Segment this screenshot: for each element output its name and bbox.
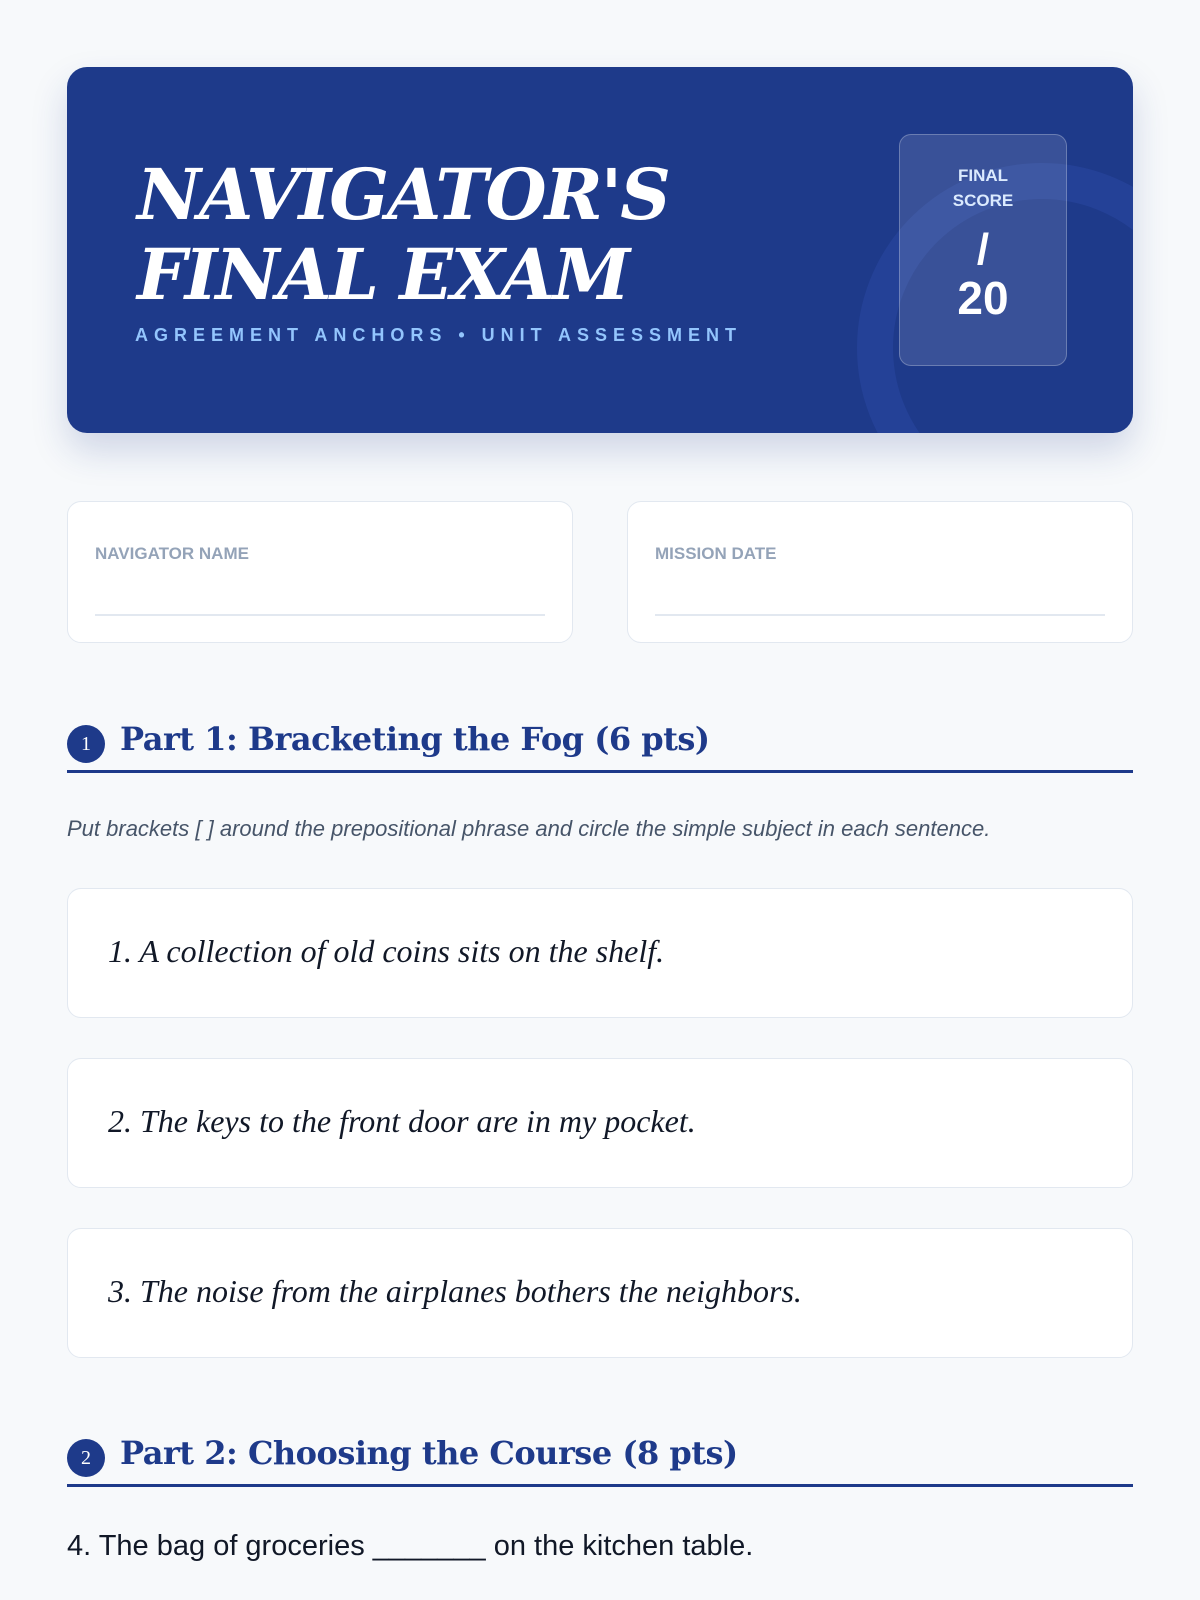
sentence-text: 1. A collection of old coins sits on the shelf. (108, 933, 665, 969)
sentence-card (67, 1058, 1133, 1188)
part-2-number-badge: 2 (67, 1439, 105, 1477)
score-total: 20 (957, 272, 1009, 324)
exam-subtitle: AGREEMENT ANCHORS • UNIT ASSESSMENT (135, 325, 742, 345)
sentence-card (67, 888, 1133, 1018)
sentence-text: 3. The noise from the airplanes bothers the neighbors. (108, 1273, 802, 1309)
navigator-name-card (67, 501, 573, 643)
exam-title: NAVIGATOR'S FINAL EXAM (137, 153, 669, 316)
sentence-card (67, 1228, 1133, 1358)
part-1-instructions: Put brackets [ ] around the prepositional phrase and circle the simple subject in each sentence. (67, 816, 991, 841)
mission-date-field[interactable] (655, 614, 1105, 616)
mission-date-card (627, 501, 1133, 643)
navigator-name-field[interactable] (95, 614, 545, 616)
question-item: 4. The bag of groceries _______ on the kitchen table. (67, 1530, 754, 1562)
sentence-text: 2. The keys to the front door are in my pocket. (108, 1103, 696, 1139)
score-slash: / (976, 225, 990, 274)
part-2-heading: Part 2: Choosing the Course (8 pts) (120, 1434, 738, 1472)
final-score-box (899, 134, 1067, 366)
exam-header-banner (67, 67, 1133, 433)
part-2-header (67, 1421, 1133, 1487)
part-1-number-badge: 1 (67, 725, 105, 763)
mission-date-label: MISSION DATE (655, 544, 777, 563)
final-score-label: FINAL SCORE (952, 166, 1014, 210)
part-1-heading: Part 1: Bracketing the Fog (6 pts) (120, 720, 710, 758)
navigator-name-label: NAVIGATOR NAME (95, 544, 249, 563)
part-1-header (67, 707, 1133, 773)
